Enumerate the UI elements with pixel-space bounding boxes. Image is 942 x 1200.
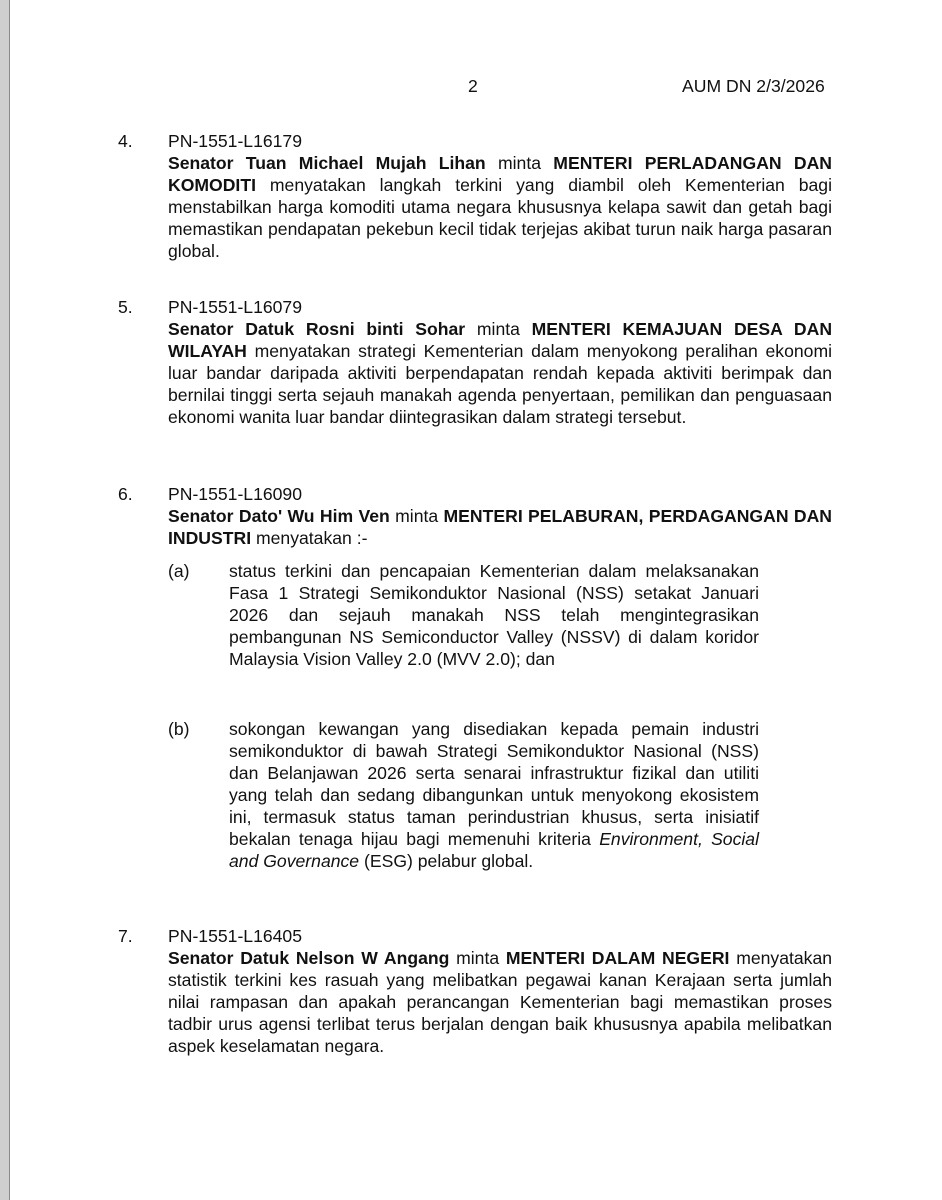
- item-number: 5.: [118, 297, 133, 317]
- question-text: menyatakan strategi Kementerian dalam menyokong peralihan ekonomi luar bandar daripada aktiviti berpendapatan rendah kepada aktiviti berimpak dan bernilai tinggi serta sejauh manakah agenda penyertaan, pemilikan dan penguasaan ekonomi wanita luar bandar diintegrasikan dalam strategi tersebut.: [168, 341, 833, 427]
- item-number: 6.: [118, 484, 133, 504]
- minister-name: MENTERI PERLADANGAN DAN KOMODITI: [168, 153, 833, 195]
- senator-name: Senator Datuk Rosni binti Sohar: [168, 319, 466, 339]
- page-left-edge: [0, 0, 10, 1200]
- senator-name: Senator Tuan Michael Mujah Lihan: [168, 153, 486, 173]
- senator-name: Senator Datuk Nelson W Angang: [168, 948, 450, 968]
- sub-item-label: (b): [168, 719, 190, 739]
- sub-item-text: status terkini dan pencapaian Kementerian dalam melaksanakan Fasa 1 Strategi Semikonduktor Nasional (NSS) setakat Januari 2026 dan sejauh manakah NSS telah mengintegrasikan pembangunan NS Semiconductor Valley (NSSV) di dalam koridor Malaysia Vision Valley 2.0 (MVV 2.0); dan: [229, 561, 759, 669]
- senator-name: Senator Dato' Wu Him Ven: [168, 506, 390, 526]
- connector: minta: [456, 948, 500, 968]
- item-code: PN-1551-L16179: [168, 131, 303, 151]
- question-text: menyatakan :-: [255, 528, 368, 548]
- connector: minta: [395, 506, 439, 526]
- question-text: menyatakan langkah terkini yang diambil oleh Kementerian bagi menstabilkan harga komoditi utama negara khususnya kelapa sawit dan getah bagi memastikan pendapatan pekebun kecil tidak terjejas akibat turun naik harga pasaran global.: [168, 175, 833, 261]
- item-body: [168, 505, 832, 549]
- sub-item-text-before: sokongan kewangan yang disediakan kepada pemain industri semikonduktor di bawah Strategi Semikonduktor Nasional (NSS) dan Belanjawan 2026 serta senarai infrastruktur fizikal dan utiliti yang telah dan sedang dibangunkan untuk menyokong ekosistem ini, termasuk status taman perindustrian khusus, serta inisiatif bekalan tenaga hijau bagi memenuhi kriteria: [229, 719, 759, 849]
- item-code: PN-1551-L16090: [168, 484, 303, 504]
- minister-name: MENTERI KEMAJUAN DESA DAN WILAYAH: [168, 319, 833, 361]
- sub-item-label: (a): [168, 561, 190, 581]
- sub-item-text: [229, 718, 759, 872]
- document-reference: AUM DN 2/3/2026: [682, 76, 825, 96]
- question-text: menyatakan statistik terkini kes rasuah yang melibatkan pegawai kanan Kerajaan serta jumlah nilai rampasan dan apakah perancangan Kementerian bagi memastikan proses tadbir urus agensi terlibat terus berjalan dengan baik khususnya apabila melibatkan aspek keselamatan negara.: [168, 948, 833, 1056]
- page-number: 2: [468, 76, 478, 96]
- minister-name: MENTERI PELABURAN, PERDAGANGAN DAN INDUSTRI: [168, 506, 833, 548]
- item-number: 7.: [118, 926, 133, 946]
- item-code: PN-1551-L16405: [168, 926, 303, 946]
- connector: minta: [476, 319, 520, 339]
- minister-name: MENTERI DALAM NEGERI: [505, 948, 730, 968]
- item-body: [168, 318, 832, 428]
- connector: minta: [497, 153, 541, 173]
- item-number: 4.: [118, 131, 133, 151]
- sub-item-text-after: (ESG) pelabur global.: [363, 851, 534, 871]
- item-body: [168, 947, 832, 1057]
- item-body: [168, 152, 832, 262]
- sub-item-text-italic: Environment, Social and Governance: [229, 829, 759, 871]
- item-code: PN-1551-L16079: [168, 297, 303, 317]
